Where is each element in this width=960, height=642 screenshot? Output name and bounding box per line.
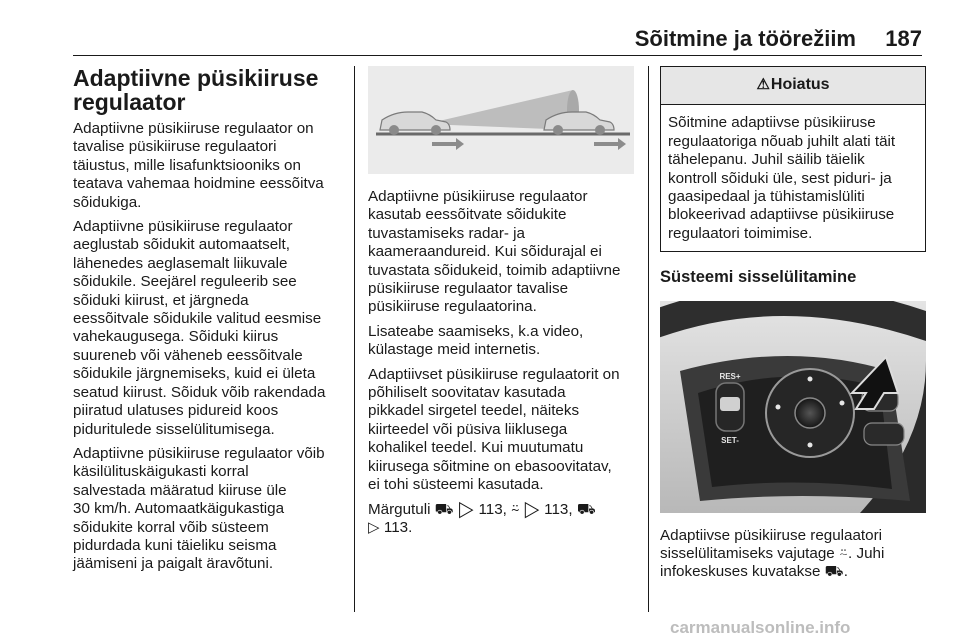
set-label: SET- <box>721 435 739 445</box>
warning-icon: ⚠ <box>756 76 770 93</box>
paragraph: Adaptiivne püsikiiruse regulaator aeglustab sõidukit automaatselt, lähenedes aeglasemalt liikuvale sõidukile. Seejärel reguleerib see sõiduki kiirust, et järgneda eessõitvale sõidukile valitud eesmise vahekaugusega. Sõiduki kiirus suureneb või väheneb eessõitvale sõidukile järgnemiseks, kuid ei ületa seatud kiirust. Sõiduk võib rakendada piiratud ulatuses pidureid koos piduritulede sisselülitumisega. <box>73 218 326 438</box>
column-3 <box>660 66 926 588</box>
indicator-reference: Märgutuli ⛟ ▷ 113, ⍨ ▷ 113, ⛟ ▷ 113. <box>368 500 596 536</box>
watermark: carmanualsonline.info <box>670 618 851 637</box>
column-1 <box>73 66 348 580</box>
page-number: 187 <box>885 26 922 51</box>
section-heading-adaptive-cruise: Adaptiivne püsikiiruse regulaator <box>73 65 319 115</box>
radar-illustration <box>368 66 634 174</box>
column-2 <box>368 66 634 543</box>
section-heading-activation: Süsteemi sisselülitamine <box>660 268 857 287</box>
column-divider-1 <box>354 66 355 612</box>
radar-illustration-svg <box>368 66 634 174</box>
warning-title: Hoiatus <box>770 76 830 93</box>
paragraph: Adaptiivne püsikiiruse regulaator võib käsilülituskäigukasti korral salvestada määratud kiiruse üle 30 km/h. Automaatkäigukastiga sõidukite korral võib süsteem pidurdada kuni täieliku seisma jäämiseni ja paigalt äravõtuni. <box>73 444 325 573</box>
paragraph: Adaptiivne püsikiiruse regulaator kasutab eessõitvate sõidukite tuvastamiseks radar- ja kaameraandureid. Kui sõidurajal ei tuvastata sõidukeid, toimib adaptiivne püsikiiruse regulaator tavalise püsikiiruse regulaatorina. <box>368 188 621 316</box>
paragraph: Adaptiivne püsikiiruse regulaator on tavalise püsikiiruse regulaatori täiustus, mille lisafunktsiooniks on teatava vahemaa hoidmine eessõitva sõidukiga. <box>73 120 324 211</box>
header-rule <box>73 55 922 56</box>
column-divider-2 <box>648 66 649 612</box>
paragraph: Adaptiivset püsikiiruse regulaatorit on põhiliselt soovitatav kasutada pikkadel sirgetel teedel, näiteks kiirteedel või püsiva liiklusega kohalikel teedel. Kui muutumatu kiirusega sõitmine on ebasoovitatav, ei tohi süsteemi kasutada. <box>368 365 620 494</box>
steering-wheel-controls-photo <box>660 301 926 513</box>
paragraph: Lisateabe saamiseks, k.a video, külastage meid internetis. <box>368 322 584 359</box>
warning-header <box>661 67 925 105</box>
warning-box <box>660 66 926 252</box>
header-title: Sõitmine ja töörežiim <box>634 26 856 51</box>
warning-text: Sõitmine adaptiivse püsikiiruse regulaatoriga nõuab juhilt alati täit tähelepanu. Juhil säilib täielik kontroll sõiduki üle, sest piduri- ja gaasipedaal ja tühistamislüliti blokeerivad adaptiivse püsikiiruse regulaatori toimimise. <box>668 114 896 242</box>
steering-wheel-svg <box>660 301 926 513</box>
figure-caption: Adaptiivse püsikiiruse regulaatori sisselülitamiseks vajutage ⍨. Juhi infokeskuses kuvatakse ⛟. <box>660 526 885 581</box>
res-label: RES+ <box>719 371 741 381</box>
page-header <box>0 26 960 56</box>
